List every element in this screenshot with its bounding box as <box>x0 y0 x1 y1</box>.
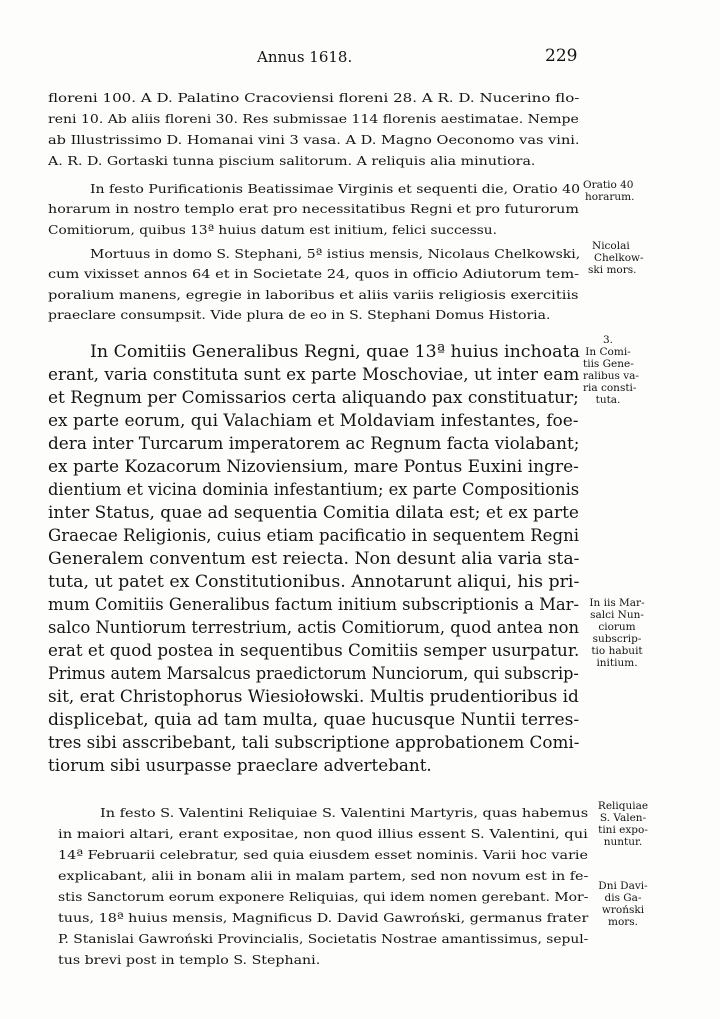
text-line: poralium manens, egregie in laboribus et aliis variis religiosis exercitiis <box>48 287 579 302</box>
text-line: praeclare consumpsit. Vide plura de eo in S. Stephani Domus Historia. <box>48 307 551 322</box>
text-line: explicabant, alii in bonam alii in malam partem, sed non novum est in fe- <box>58 868 589 883</box>
text-line: horarum in nostro templo erat pro necessitatibus Regni et pro futurorum <box>48 201 579 216</box>
margin-note-line: S. Valen- <box>599 812 647 824</box>
text-line: Graecae Religionis, cuius etiam pacificatio in sequentem Regni <box>48 526 580 546</box>
text-line: salco Nuntiorum terrestrium, actis Comitiorum, quod antea non <box>48 618 579 638</box>
margin-note-line: Dni Davi- <box>598 880 648 892</box>
margin-note-line: ralibus va- <box>583 370 639 382</box>
margin-note-line: tini expo- <box>598 824 648 836</box>
running-title: Annus 1618. <box>257 48 353 66</box>
margin-note-line: ciorum <box>598 621 636 633</box>
margin-note-reliquiae <box>592 800 654 848</box>
text-line: ex parte Kozacorum Nizoviensium, mare Pontus Euxini ingre- <box>48 457 579 477</box>
margin-note-line: ski mors. <box>588 264 637 276</box>
text-line: tres sibi asscribebant, tali subscriptione approbationem Comi- <box>48 733 580 753</box>
margin-note-line: tio habuit <box>591 645 643 657</box>
margin-note-line: In Comi- <box>585 346 631 358</box>
margin-note-line: tuta. <box>595 394 621 406</box>
text-line: ab Illustrissimo D. Homanai vini 3 vasa. A D. Magno Oeconomo vas vini. <box>48 132 580 147</box>
text-line: dera inter Turcarum imperatorem ac Regnum facta violabant; <box>48 434 580 454</box>
margin-note-subscriptio <box>588 597 646 669</box>
text-line: et Regnum per Comissarios certa aliquando pax constituatur; <box>48 388 579 408</box>
text-line: tus brevi post in templo S. Stephani. <box>58 952 321 967</box>
text-line: sit, erat Christophorus Wiesiołowski. Multis prudentioribus id <box>48 687 579 707</box>
margin-note-line: mors. <box>607 916 639 928</box>
margin-note-line: horarum. <box>585 191 635 203</box>
text-line: tiorum sibi usurpasse praeclare advertebant. <box>48 756 432 776</box>
text-line: Primus autem Marsalcus praedictorum Nunciorum, qui subscrip- <box>48 664 579 684</box>
text-line: A. R. D. Gortaski tunna piscium salitorum. A reliquis alia minutiora. <box>48 153 536 168</box>
text-line: stis Sanctorum eorum exponere Reliquias, qui idem nomen gerebant. Mor- <box>58 889 589 904</box>
margin-note-line: 3. <box>602 334 614 346</box>
margin-note-comitia <box>583 334 639 406</box>
text-line: mum Comitiis Generalibus factum initium subscriptionis a Mar- <box>48 595 580 615</box>
margin-note-line: In iis Mar- <box>589 597 645 609</box>
text-line: floreni 100. A D. Palatino Cracoviensi floreni 28. A R. D. Nucerino flo- <box>48 90 580 105</box>
text-line: In festo S. Valentini Reliquiae S. Valentini Martyris, quas habemus <box>100 805 589 820</box>
margin-note-line: dis Ga- <box>604 892 642 904</box>
text-line: In Comitiis Generalibus Regni, quae 13ª huius inchoata <box>90 342 580 362</box>
page-number: 229 <box>545 46 578 66</box>
text-line: inter Status, quae ad sequentia Comitia dilata est; et ex parte <box>48 503 579 523</box>
text-line: erant, varia constituta sunt ex parte Moschoviae, ut inter eam <box>48 365 580 385</box>
text-line: Mortuus in domo S. Stephani, 5ª istius mensis, Nicolaus Chelkowski, <box>90 246 581 261</box>
margin-note-line: initium. <box>596 657 638 669</box>
text-line: reni 10. Ab aliis floreni 30. Res submissae 114 florenis aestimatae. Nempe <box>48 111 579 126</box>
text-line: ex parte eorum, qui Valachiam et Moldaviam infestantes, foe- <box>48 411 579 431</box>
text-line: tuta, ut patet ex Constitutionibus. Annotarunt aliqui, his pri- <box>48 572 580 592</box>
margin-note-line: subscrip- <box>592 633 642 645</box>
margin-note-line: nuntur. <box>603 836 643 848</box>
margin-note-line: wroński <box>601 904 645 916</box>
text-line: displicebat, quia ad tam multa, quae hucusque Nuntii terres- <box>48 710 580 730</box>
margin-note-chelkowski <box>588 240 644 276</box>
margin-note-gawronski <box>592 880 654 928</box>
text-line: 14ª Februarii celebratur, sed quia eiusdem esset nominis. Varii hoc varie <box>58 847 588 862</box>
margin-note-oratio <box>583 179 634 203</box>
text-line: erat et quod postea in sequentibus Comitiis semper usurpatur. <box>48 641 580 661</box>
text-line: in maiori altari, erant expositae, non quod illius essent S. Valentini, qui <box>58 826 588 841</box>
margin-note-line: Reliquiae <box>597 800 649 812</box>
margin-note-line: salci Nun- <box>590 609 644 621</box>
text-line: Comitiorum, quibus 13ª huius datum est initium, felici successu. <box>48 222 497 237</box>
text-line: dientium et vicina dominia infestantium; ex parte Compositionis <box>48 480 580 500</box>
text-line: In festo Purificationis Beatissimae Virginis et sequenti die, Oratio 40 <box>90 181 581 196</box>
margin-note-line: Chelkow- <box>594 252 644 264</box>
margin-note-line: tiis Gene- <box>583 358 634 370</box>
margin-note-line: ria consti- <box>583 382 637 394</box>
text-line: P. Stanislai Gawroński Provincialis, Societatis Nostrae amantissimus, sepul- <box>58 931 589 946</box>
margin-note-line: Nicolai <box>592 240 630 252</box>
margin-note-line: Oratio 40 <box>583 179 634 191</box>
text-line: tuus, 18ª huius mensis, Magnificus D. David Gawroński, germanus frater <box>58 910 589 925</box>
text-line: cum vixisset annos 64 et in Societate 24, quos in officio Adiutorum tem- <box>48 266 580 281</box>
text-line: Generalem conventum est reiecta. Non desunt alia varia sta- <box>48 549 580 569</box>
